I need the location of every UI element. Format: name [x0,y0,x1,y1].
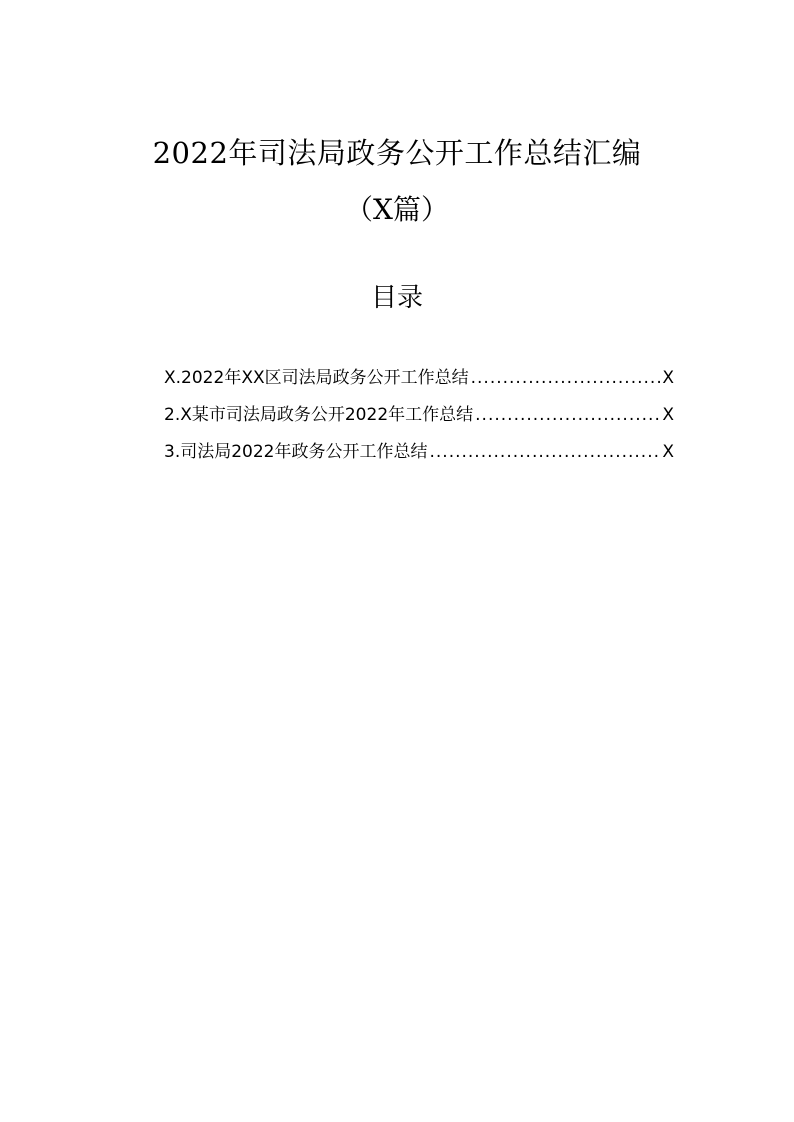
toc-entry[interactable] [164,366,674,391]
toc-entry[interactable] [164,440,674,465]
toc-entry-text: 2.X某市司法局政务公开2022年工作总结 [164,405,474,425]
toc-dot-leader [471,366,661,391]
toc-entry-text: 3.司法局2022年政务公开工作总结 [164,442,428,462]
toc-entry-text: X.2022年XX区司法局政务公开工作总结 [164,368,469,388]
document-subtitle: （X篇） [345,193,449,226]
toc-entry-page: X [662,405,674,425]
toc-entry-page: X [662,442,674,462]
toc-entry-page: X [662,368,674,388]
toc-heading: 目录 [370,283,423,313]
document-title: 2022年司法局政务公开工作总结汇编 [152,136,642,170]
table-of-contents [164,366,674,477]
toc-entry[interactable] [164,403,674,428]
toc-dot-leader [475,403,660,428]
toc-dot-leader [429,440,660,465]
